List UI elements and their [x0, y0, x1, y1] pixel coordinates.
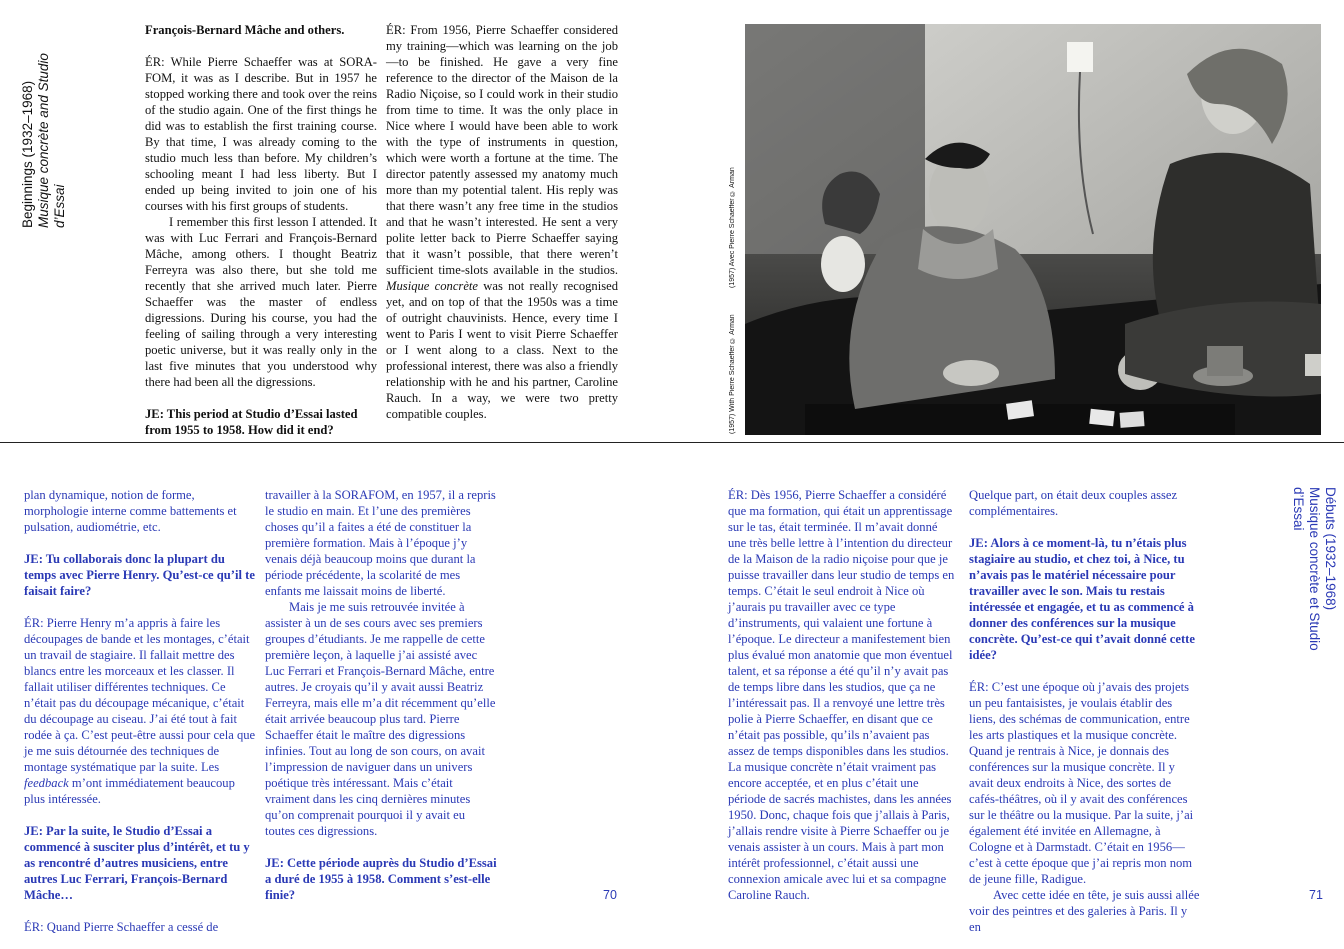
answer-paragraph: plan dynamique, notion de forme, morphologie interne comme battements et pulsation, audiométrie, etc. [24, 488, 237, 534]
bottom-column-1 [24, 487, 256, 935]
answer-paragraph: Quelque part, on était deux couples assez complémentaires. [969, 488, 1178, 518]
running-head-left [20, 24, 68, 228]
lead-line: François-Bernard Mâche and others. [145, 23, 345, 37]
page-number-right: 71 [1309, 888, 1323, 902]
answer-paragraph: ÉR: Dès 1956, Pierre Schaeffer a considéré que ma formation, qui était un apprentissage sur le tas, était terminée. Il m’avait donné une très belle lettre à l’intention du directeur de la Maison de la radio niçoise pour que je puisse travailler dans leur studio de temps en temps. C’était le seul endroit à Nice où j’aurais pu travailler avec ce type d’instruments, qui valaient une fortune à l’époque. Le directeur a manifestement bien plus évalué mon anatomie que mon éventuel talent, et sa réponse a été qu’il n’y avait pas de temps libre dans les studios, que ça ne l’intéressait pas. Il a renvoyé une lettre très polie à Pierre Schaeffer, en disant que ce n’était pas possible, qu’ils n’avaient pas assez de temps disponibles dans les studios. La musique concrète n’était vraiment pas encore acceptée, et en plus c’était une période de sacrés machistes, dans les années 1950. Donc, chaque fois que j’allais à Paris, j’allais rendre visite à Pierre Schaeffer ou je venais assister à un cours. Mais à part mon intérêt professionnel, c’était aussi une connexion amicale avec lui et sa compagne Caroline Rauch. [728, 488, 955, 902]
question-paragraph: JE: This period at Studio d’Essai lasted from 1955 to 1958. How did it end? [145, 407, 358, 437]
photo-credit-fr: (1957) Avec Pierre Schaeffer © Arman [729, 167, 736, 288]
answer-paragraph: travailler à la SORAFOM, en 1957, il a repris le studio en main. Et l’une des premières choses qu’il a faites a été de constituer la première formation. Mais à l’époque j’y venais déjà beaucoup moins que durant la période précédente, la scolarité de mes enfants me laissait moins de liberté. [265, 488, 496, 598]
answer-emphasis: Musique concrète [386, 279, 478, 293]
answer-text: was not really recognised yet, and on top of that the 1950s was a time of outright chauvinists. Hence, every time I went to Paris I went to visit Pierre Schaeffer or I went along to a class. Next to the professional interest, there was also a friendly relationship with he and his partner, Caroline Rauch. In a way, we were two pretty compatible couples. [386, 279, 618, 421]
answer-text: ÉR: From 1956, Pierre Schaeffer considered my training—which was learning on the job—to be finished. He gave a very fine reference to the director of the Maison de la Radio Niçoise, so I could work in their studio from time to time. It was the only place in Nice where I would have been able to work with the type of instruments in question, which were worth a fortune at the time. The director patently assessed my anatomy much more than my potential talent. His reply was that there wasn’t any free time in the studios and that he wasn’t interested. He sent a very polite letter back to Pierre Schaeffer saying that it wasn’t possible, that there weren’t sufficient time-slots available in the studios. [386, 23, 618, 277]
answer-paragraph [386, 22, 618, 422]
question-paragraph: JE: Cette période auprès du Studio d’Essai a duré de 1955 à 1958. Comment s’est-elle finie? [265, 856, 497, 902]
running-head-section: Musique concrète and Studio d’Essai [36, 53, 67, 228]
question-paragraph: JE: Alors à ce moment-là, tu n’étais plus stagiaire au studio, et chez toi, à Nice, tu n’avais pas le matériel nécessaire pour travailler avec le son. Mais tu restais intéressée et engagée, et tu as commencé à donner des conférences sur la musique concrète. Qu’est-ce qui t’avait donné cette idée? [969, 536, 1195, 662]
top-column-1 [145, 22, 377, 438]
answer-text: ÉR: Pierre Henry m’a appris à faire les découpages de bande et les montages, c’était un travail de stagiaire. Il fallait mettre des blancs entre les morceaux et les classer. Il fallait utiliser différentes techniques. Ce n’était pas du découpage mécanique, c’était du découpage au ciseau. J’ai été tout à fait rodée à ça. C’est peut-être aussi pour cela que je me suis détournée des techniques de montage systématique par la suite. Les [24, 616, 256, 774]
bottom-column-3 [728, 487, 958, 903]
running-head-part: Débuts (1932–1968) [1323, 487, 1338, 611]
running-head-right [1290, 487, 1338, 697]
answer-emphasis: feedback [24, 776, 69, 790]
page-divider [0, 442, 1344, 443]
top-column-2 [386, 22, 618, 422]
answer-paragraph [24, 615, 256, 807]
answer-paragraph: ÉR: Quand Pierre Schaeffer a cessé de [24, 920, 219, 934]
question-paragraph: JE: Tu collaborais donc la plupart du temps avec Pierre Henry. Qu’est-ce qu’il te faisait faire? [24, 552, 255, 598]
bottom-column-4 [969, 487, 1201, 935]
running-head-part: Beginnings (1932–1968) [20, 80, 35, 228]
answer-paragraph: ÉR: C’est une époque où j’avais des projets un peu fantaisistes, je voulais établir des liens, des schémas de communication, entre les arts plastiques et la musique concrète. Quand je rentrais à Nice, je donnais des conférences sur la musique concrète. Il y avait deux endroits à Nice, des sortes de cafés-théâtres, où il y avait des conférences sur le théâtre ou la musique. Par la suite, j’ai également été invitée en Allemagne, à Cologne et à Darmstadt. C’était en 1956—c’est à cette époque que j’ai repris mon nom de jeune fille, Radigue. [969, 680, 1194, 886]
running-head-section: Musique concrète et Studio d’Essai [1291, 487, 1322, 651]
answer-paragraph: Avec cette idée en tête, je suis aussi allée voir des peintres et des galeries à Paris. Il y en [969, 888, 1200, 934]
answer-paragraph: Mais je me suis retrouvée invitée à assister à un de ses cours avec ses premiers groupes d’étudiants. Je me rappelle de cette première leçon, à laquelle j’ai assisté avec Luc Ferrari et François-Bernard Mâche, entre autres. Je croyais qu’il y avait aussi Beatriz Ferreyra, mais elle m’a dit récemment qu’elle était arrivée beaucoup plus tard. Pierre Schaeffer était le maître des digressions infinies. Tout au long de son cours, on avait l’impression de naviguer dans un univers poétique très intéressant. Mais c’était vraiment dans les cinq dernières minutes qu’on comprenait pourquoi il y avait eu toutes ces digressions. [265, 600, 496, 838]
answer-paragraph: ÉR: While Pierre Schaeffer was at SORA-FOM, it was as I describe. But in 1957 he stopped working there and took over the reins of the studio again. One of the first things he did was to establish the first training course. By that time, I was already coming to the studio much less than before. My children’s schooling meant I had less liberty. But I ended up being invited to join one of his courses with his first groups of students. [145, 55, 377, 213]
photograph [745, 24, 1321, 435]
answer-paragraph: I remember this first lesson I attended. It was with Luc Ferrari and François-Bernard Mâche, among others. I thought Beatriz Ferreyra was also there, but she told me recently that she arrived much later. Pierre Schaeffer was the master of endless digressions. During his course, you had the feeling of sailing through a very interesting poetic universe, but it was really only in the last five minutes that you understood why there had been all the digressions. [145, 215, 377, 389]
question-paragraph: JE: Par la suite, le Studio d’Essai a commencé à susciter plus d’intérêt, et tu y as rencontré d’autres musiciens, entre autres Luc Ferrari, François-Bernard Mâche… [24, 824, 250, 902]
photo-credit-en: (1957) With Pierre Schaeffer © Arman [729, 314, 736, 434]
photo-illustration [745, 24, 1321, 435]
answer-text: m’ont immédiatement beaucoup plus intéressée. [24, 776, 235, 806]
page-number-left: 70 [603, 888, 617, 902]
bottom-column-2 [265, 487, 497, 903]
